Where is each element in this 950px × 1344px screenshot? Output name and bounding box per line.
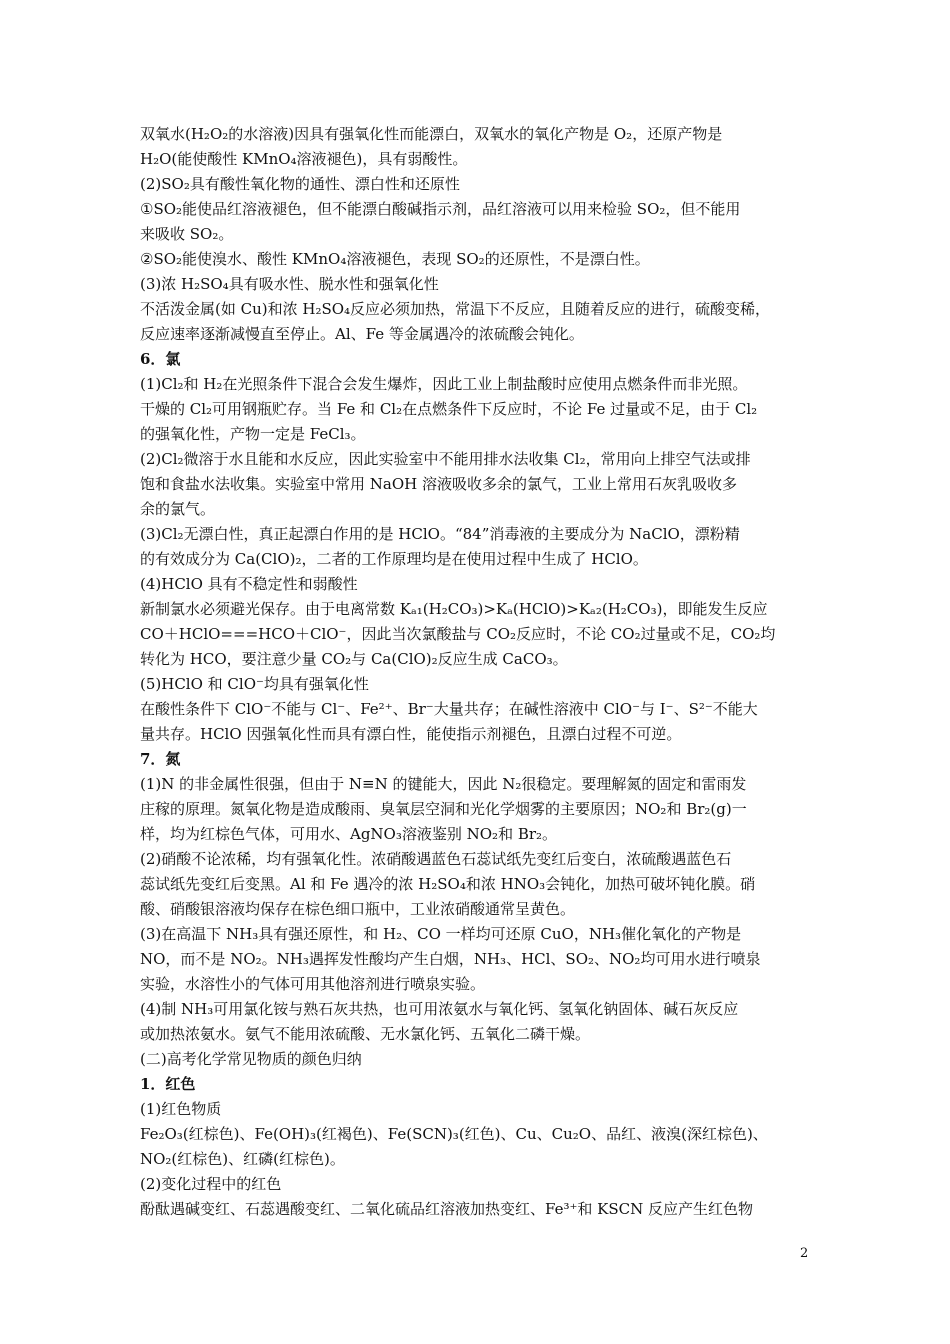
section-heading-chlorine: 6．氯 xyxy=(140,350,181,368)
text-line: 或加热浓氨水。氨气不能用浓硫酸、无水氯化钙、五氧化二磷干燥。 xyxy=(140,1025,591,1043)
text-line: (1)Cl₂和 H₂在光照条件下混合会发生爆炸，因此工业上制盐酸时应使用点燃条件而非光照。 xyxy=(140,375,748,393)
page-number: 2 xyxy=(800,1246,809,1261)
text-line: 样，均为红棕色气体，可用水、AgNO₃溶液鉴别 NO₂和 Br₂。 xyxy=(140,825,558,843)
text-line: NO₂(红棕色)、红磷(红棕色)。 xyxy=(140,1150,345,1168)
text-line: 反应速率逐渐减慢直至停止。Al、Fe 等金属遇冷的浓硫酸会钝化。 xyxy=(140,325,584,343)
text-line: 不活泼金属(如 Cu)和浓 H₂SO₄反应必须加热，常温下不反应，且随着反应的进行，硫酸变稀， xyxy=(140,300,771,318)
text-line: 余的氯气。 xyxy=(140,500,216,518)
text-line: 庄稼的原理。氮氧化物是造成酸雨、臭氧层空洞和光化学烟雾的主要原因；NO₂和 Br₂(g)一 xyxy=(140,800,747,818)
text-line: 转化为 HCO，要注意少量 CO₂与 Ca(ClO)₂反应生成 CaCO₃。 xyxy=(140,650,568,668)
text-line: 酸、硝酸银溶液均保存在棕色细口瓶中，工业浓硝酸通常呈黄色。 xyxy=(140,900,576,918)
text-line: 实验，水溶性小的气体可用其他溶剂进行喷泉实验。 xyxy=(140,975,486,993)
text-line: 来吸收 SO₂。 xyxy=(140,225,234,243)
section-heading-nitrogen: 7．氮 xyxy=(140,750,181,768)
text-line: (2)硝酸不论浓稀，均有强氧化性。浓硝酸遇蓝色石蕊试纸先变红后变白，浓硫酸遇蓝色石 xyxy=(140,850,732,868)
text-line: 干燥的 Cl₂可用钢瓶贮存。当 Fe 和 Cl₂在点燃条件下反应时，不论 Fe 过量或不足，由于 Cl₂ xyxy=(140,400,758,418)
text-line: (5)HClO 和 ClO⁻均具有强氧化性 xyxy=(140,675,369,693)
document-body xyxy=(140,122,812,1222)
text-line: 新制氯水必须避光保存。由于电离常数 Kₐ₁(H₂CO₃)>Kₐ(HClO)>Kₐ₂(H₂CO₃)，即能发生反应 xyxy=(140,600,768,618)
text-line: ②SO₂能使溴水、酸性 KMnO₄溶液褪色，表现 SO₂的还原性，不是漂白性。 xyxy=(140,250,650,268)
text-line: (3)浓 H₂SO₄具有吸水性、脱水性和强氧化性 xyxy=(140,275,439,293)
text-line: (二)高考化学常见物质的颜色归纳 xyxy=(140,1050,362,1068)
text-line: 蕊试纸先变红后变黑。Al 和 Fe 遇冷的浓 H₂SO₄和浓 HNO₃会钝化，加热可破坏钝化膜。硝 xyxy=(140,875,756,893)
text-line: 在酸性条件下 ClO⁻不能与 Cl⁻、Fe²⁺、Br⁻大量共存；在碱性溶液中 ClO⁻与 I⁻、S²⁻不能大 xyxy=(140,700,758,718)
text-line: 量共存。HClO 因强氧化性而具有漂白性，能使指示剂褪色，且漂白过程不可逆。 xyxy=(140,725,682,743)
text-line: (4)HClO 具有不稳定性和弱酸性 xyxy=(140,575,358,593)
text-line: CO＋HClO===HCO＋ClO⁻，因此当次氯酸盐与 CO₂反应时，不论 CO₂过量或不足，CO₂均 xyxy=(140,625,776,643)
text-line: NO，而不是 NO₂。NH₃遇挥发性酸均产生白烟，NH₃、HCl、SO₂、NO₂均可用水进行喷泉 xyxy=(140,950,761,968)
text-line: (1)红色物质 xyxy=(140,1100,222,1118)
text-line: ①SO₂能使品红溶液褪色，但不能漂白酸碱指示剂，品红溶液可以用来检验 SO₂，但不能用 xyxy=(140,200,741,218)
text-line: (3)Cl₂无漂白性，真正起漂白作用的是 HClO。“84”消毒液的主要成分为 NaClO，漂粉精 xyxy=(140,525,740,543)
text-line: Fe₂O₃(红棕色)、Fe(OH)₃(红褐色)、Fe(SCN)₃(红色)、Cu、Cu₂O、品红、液溴(深红棕色)、 xyxy=(140,1125,768,1143)
text-line: H₂O(能使酸性 KMnO₄溶液褪色)，具有弱酸性。 xyxy=(140,150,468,168)
text-line: 双氧水(H₂O₂的水溶液)因具有强氧化性而能漂白，双氧水的氧化产物是 O₂，还原产物是 xyxy=(140,125,723,143)
text-line: 饱和食盐水法收集。实验室中常用 NaOH 溶液吸收多余的氯气，工业上常用石灰乳吸收多 xyxy=(140,475,737,493)
text-line: (2)Cl₂微溶于水且能和水反应，因此实验室中不能用排水法收集 Cl₂，常用向上排空气法或排 xyxy=(140,450,751,468)
text-line: (2)SO₂具有酸性氧化物的通性、漂白性和还原性 xyxy=(140,175,460,193)
text-line: (3)在高温下 NH₃具有强还原性，和 H₂、CO 一样均可还原 CuO，NH₃催化氧化的产物是 xyxy=(140,925,742,943)
text-line: 的有效成分为 Ca(ClO)₂，二者的工作原理均是在使用过程中生成了 HClO。 xyxy=(140,550,648,568)
text-line: (1)N 的非金属性很强，但由于 N≡N 的键能大，因此 N₂很稳定。要理解氮的固定和雷雨发 xyxy=(140,775,747,793)
text-line: 的强氧化性，产物一定是 FeCl₃。 xyxy=(140,425,366,443)
section-heading-red: 1．红色 xyxy=(140,1075,196,1093)
text-line: (4)制 NH₃可用氯化铵与熟石灰共热，也可用浓氨水与氧化钙、氢氧化钠固体、碱石灰反应 xyxy=(140,1000,739,1018)
text-line: 酚酞遇碱变红、石蕊遇酸变红、二氧化硫品红溶液加热变红、Fe³⁺和 KSCN 反应产生红色物 xyxy=(140,1200,754,1218)
text-line: (2)变化过程中的红色 xyxy=(140,1175,282,1193)
